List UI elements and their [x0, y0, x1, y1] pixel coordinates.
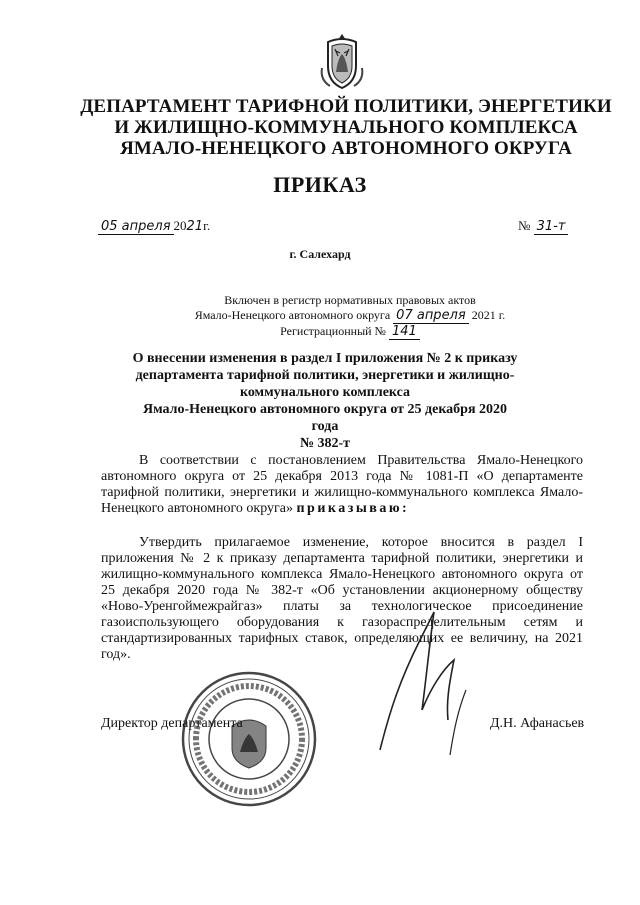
document-date: [98, 218, 210, 235]
city: г. Салехард: [289, 247, 351, 261]
signatory-name: Д.Н. Афанасьев: [490, 716, 585, 731]
year-prefix: 20: [173, 218, 187, 233]
handwritten-signature: [330, 600, 500, 760]
document-type: ПРИКАЗ: [273, 172, 367, 197]
registry-stamp: [180, 293, 520, 340]
handwritten-registry-number: 141: [389, 325, 420, 340]
order-paragraph: Утвердить прилагаемое изменение, которое вносится в раздел I приложения № 2 к приказу департамента тарифной политики, энергетики и жилищно-коммунального комплекса Ямало-Ненецкого автономного округа от 25 декабря 2020 года № 382-т «Об установлении акционерному обществу «Ново-Уренгоймежрайгаз» платы за технологическое присоединение газоиспользующего оборудования к газораспределительным сетям и стандартизированных тарифных ставок, определяющих ее величину, на 2021 год».: [101, 535, 583, 662]
department-name: [60, 96, 632, 159]
department-line: ДЕПАРТАМЕНТ ТАРИФНОЙ ПОЛИТИКИ, ЭНЕРГЕТИКИ: [80, 96, 612, 117]
registry-line: Регистрационный № 141: [180, 324, 520, 340]
registry-line: Ямало-Ненецкого автономного округа 07 апреля 2021 г.: [194, 308, 506, 323]
handwritten-registry-date: 07 апреля: [393, 309, 469, 324]
department-line: И ЖИЛИЩНО-КОММУНАЛЬНОГО КОМПЛЕКСА: [114, 117, 578, 138]
signatory-title: Директор департамента: [101, 716, 243, 731]
coat-of-arms-icon: [318, 32, 366, 92]
preamble-paragraph: В соответствии с постановлением Правительства Ямало-Ненецкого автономного округа от 25 декабря 2013 года № 1081-П «О департаменте тарифной политики, энергетики и жилищно-коммунального комплекса Ямало-Ненецкого автономного округа» приказываю:: [101, 453, 583, 516]
document-subject: О внесении изменения в раздел I приложения № 2 к приказу департамента тарифной политики, энергетики и жилищно- коммунального комплекса Ямало-Ненецкого автономного округа от 25 декабря 2020 года № 382-т: [132, 351, 518, 451]
handwritten-number: 31-т: [534, 220, 569, 235]
official-seal: [180, 670, 318, 808]
registry-line: Включен в регистр нормативных правовых актов: [224, 293, 476, 307]
number-label: №: [518, 218, 531, 233]
order-word: приказываю:: [296, 501, 410, 516]
document-number: [518, 218, 568, 235]
department-line: ЯМАЛО-НЕНЕЦКОГО АВТОНОМНОГО ОКРУГА: [120, 138, 572, 159]
year-suffix: г.: [203, 218, 211, 233]
handwritten-year: 21: [186, 219, 204, 234]
handwritten-date: 05 апреля: [98, 220, 174, 235]
